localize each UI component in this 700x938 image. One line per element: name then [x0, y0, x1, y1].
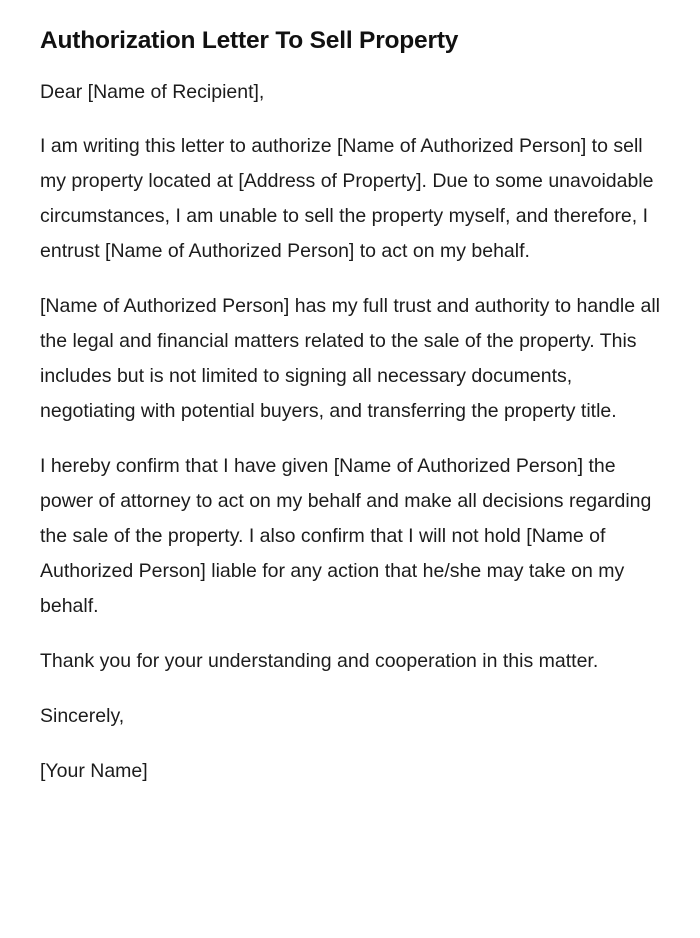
document-title: Authorization Letter To Sell Property	[40, 27, 459, 54]
body-paragraph-thanks: Thank you for your understanding and cooperation in this matter.	[40, 650, 599, 672]
body-paragraph-confirmation: I hereby confirm that I have given [Name of Authorized Person] the power of attorney to act on my behalf and make all decisions regarding the sale of the property. I also confirm that I will not hold [Name of Authorized Person] liable for any action that he/she may take on my behalf.	[40, 455, 652, 617]
greeting-line: Dear [Name of Recipient],	[40, 81, 265, 103]
signature-name: [Your Name]	[40, 760, 148, 782]
body-paragraph-authority: [Name of Authorized Person] has my full trust and authority to handle all the legal and financial matters related to the sale of the property. This includes but is not limited to signing all necessary documents, negotiating with potential buyers, and transferring the property title.	[40, 295, 661, 422]
body-paragraph-authorization: I am writing this letter to authorize [Name of Authorized Person] to sell my property located at [Address of Property]. Due to some unavoidable circumstances, I am unable to sell the property myself, and therefore, I entrust [Name of Authorized Person] to act on my behalf.	[40, 135, 654, 262]
closing-line: Sincerely,	[40, 705, 125, 727]
